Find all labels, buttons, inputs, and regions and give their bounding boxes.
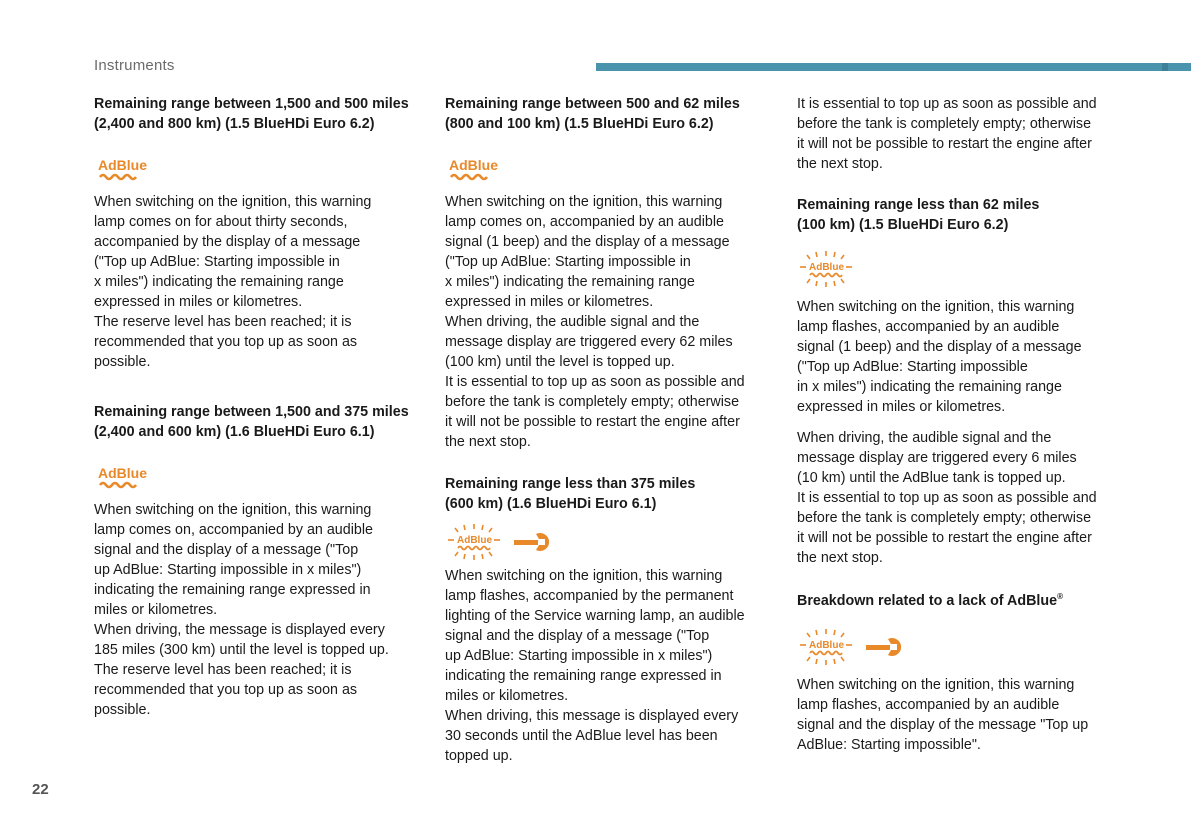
text-line: When driving, the message is displayed every: [94, 622, 385, 638]
text-line: the next stop.: [797, 156, 883, 172]
text-line: before the tank is completely empty; otherwise: [445, 394, 740, 410]
text-line: lamp flashes, accompanied by the permanent: [445, 588, 734, 604]
text-line: before the tank is completely empty; otherwise: [797, 116, 1092, 132]
text-line: 30 seconds until the AdBlue level has been: [445, 728, 718, 744]
header-accent-notch: [1162, 63, 1168, 71]
text-line: When switching on the ignition, this warning: [797, 299, 1075, 315]
icon-row: [445, 520, 775, 564]
text-line: it will not be possible to restart the engine after: [445, 414, 740, 430]
text-line: signal and the display of a message ("Top: [445, 628, 710, 644]
heading-c2s2: [445, 474, 775, 514]
text-c1s1: [94, 192, 424, 372]
adblue-icon-label: AdBlue: [98, 157, 147, 173]
heading-line: (100 km) (1.5 BlueHDi Euro 6.2): [797, 217, 1009, 233]
text-c3-intro: [797, 94, 1127, 174]
text-line: lamp comes on for about thirty seconds,: [94, 214, 348, 230]
icon-row: [797, 247, 1127, 291]
text-line: signal and the display of a message ("Top: [94, 542, 359, 558]
text-line: possible.: [94, 702, 151, 718]
text-line: (10 km) until the AdBlue tank is topped up.: [797, 470, 1066, 486]
text-c3s1b: [797, 428, 1127, 568]
text-line: indicating the remaining range expressed in: [445, 668, 722, 684]
heading-line: Remaining range between 1,500 and 375 miles: [94, 404, 409, 420]
adblue-warning-icon: [94, 464, 150, 494]
text-line: indicating the remaining range expressed in: [94, 582, 371, 598]
text-line: lamp comes on, accompanied by an audible: [94, 522, 373, 538]
text-line: recommended that you top up as soon as: [94, 682, 358, 698]
text-line: the next stop.: [445, 434, 531, 450]
text-line: up AdBlue: Starting impossible in x miles"): [445, 648, 713, 664]
column-2: [445, 94, 775, 766]
adblue-warning-icon: [445, 156, 501, 186]
heading-line: (2,400 and 800 km) (1.5 BlueHDi Euro 6.2): [94, 116, 375, 132]
text-line: message display are triggered every 62 miles: [445, 334, 733, 350]
text-c3s1a: [797, 297, 1127, 417]
text-line: When switching on the ignition, this warning: [445, 568, 723, 584]
text-line: lighting of the Service warning lamp, an audible: [445, 608, 745, 624]
heading-line: (600 km) (1.6 BlueHDi Euro 6.1): [445, 496, 657, 512]
icon-row: [94, 152, 424, 190]
heading-line: Remaining range less than 62 miles: [797, 197, 1040, 213]
adblue-icon-label: AdBlue: [457, 535, 492, 546]
text-line: When switching on the ignition, this warning: [94, 502, 372, 518]
text-line: ("Top up AdBlue: Starting impossible in: [94, 254, 340, 270]
icon-row: [797, 625, 1127, 669]
heading-c1s1: [94, 94, 424, 134]
text-line: 185 miles (300 km) until the level is topped up.: [94, 642, 389, 658]
text-line: signal (1 beep) and the display of a message: [797, 339, 1082, 355]
text-line: up AdBlue: Starting impossible in x miles"): [94, 562, 362, 578]
text-line: expressed in miles or kilometres.: [797, 399, 1006, 415]
page-number: 22: [32, 781, 49, 798]
text-line: When driving, the audible signal and the: [445, 314, 700, 330]
text-line: miles or kilometres.: [94, 602, 218, 618]
text-line: signal and the display of the message "Top up: [797, 717, 1089, 733]
text-line: When switching on the ignition, this warning: [797, 677, 1075, 693]
adblue-icon-label: AdBlue: [449, 157, 498, 173]
text-line: The reserve level has been reached; it is: [94, 314, 352, 330]
adblue-flashing-icon: [445, 522, 503, 562]
service-wrench-icon: [863, 635, 907, 659]
text-line: (100 km) until the level is topped up.: [445, 354, 675, 370]
heading-c1s2: [94, 402, 424, 442]
adblue-warning-icon: [94, 156, 150, 186]
text-line: topped up.: [445, 748, 513, 764]
header-accent-bar: [596, 63, 1191, 71]
heading-c3s2: [797, 591, 1127, 611]
text-line: ("Top up AdBlue: Starting impossible in: [445, 254, 691, 270]
section-title: Instruments: [94, 57, 175, 74]
text-c1s2: [94, 500, 424, 720]
text-line: ("Top up AdBlue: Starting impossible: [797, 359, 1028, 375]
text-line: lamp comes on, accompanied by an audible: [445, 214, 724, 230]
text-line: When driving, this message is displayed every: [445, 708, 739, 724]
registered-mark: ®: [1057, 592, 1063, 602]
text-line: When switching on the ignition, this warning: [445, 194, 723, 210]
icon-row: [445, 152, 775, 190]
text-line: It is essential to top up as soon as possible and: [797, 490, 1097, 506]
heading-c3s1: [797, 195, 1127, 235]
text-line: accompanied by the display of a message: [94, 234, 361, 250]
text-line: the next stop.: [797, 550, 883, 566]
text-line: it will not be possible to restart the engine after: [797, 530, 1092, 546]
adblue-icon-label: AdBlue: [809, 262, 844, 273]
text-line: When switching on the ignition, this warning: [94, 194, 372, 210]
heading-line: (800 and 100 km) (1.5 BlueHDi Euro 6.2): [445, 116, 714, 132]
text-line: It is essential to top up as soon as possible and: [445, 374, 745, 390]
text-line: It is essential to top up as soon as possible and: [797, 96, 1097, 112]
text-line: in x miles") indicating the remaining range: [797, 379, 1062, 395]
heading-line: Remaining range between 1,500 and 500 miles: [94, 96, 409, 112]
service-wrench-icon: [511, 530, 555, 554]
column-1: [94, 94, 424, 720]
heading-c2s1: [445, 94, 775, 134]
adblue-icon-label: AdBlue: [809, 640, 844, 651]
adblue-icon-label: AdBlue: [98, 465, 147, 481]
text-line: The reserve level has been reached; it is: [94, 662, 352, 678]
text-line: possible.: [94, 354, 151, 370]
text-line: recommended that you top up as soon as: [94, 334, 358, 350]
adblue-flashing-icon: [797, 627, 855, 667]
text-line: miles or kilometres.: [445, 688, 569, 704]
text-line: before the tank is completely empty; otherwise: [797, 510, 1092, 526]
heading-line: Remaining range between 500 and 62 miles: [445, 96, 740, 112]
heading-line: Breakdown related to a lack of AdBlue: [797, 593, 1058, 609]
text-line: lamp flashes, accompanied by an audible: [797, 697, 1060, 713]
text-line: lamp flashes, accompanied by an audible: [797, 319, 1060, 335]
text-line: message display are triggered every 6 miles: [797, 450, 1077, 466]
text-line: x miles") indicating the remaining range: [94, 274, 344, 290]
text-c2s2: [445, 566, 775, 766]
text-c3s2: [797, 675, 1127, 755]
text-line: expressed in miles or kilometres.: [94, 294, 303, 310]
text-line: x miles") indicating the remaining range: [445, 274, 695, 290]
heading-line: Remaining range less than 375 miles: [445, 476, 696, 492]
text-c2s1: [445, 192, 775, 452]
column-3: [797, 94, 1127, 755]
adblue-flashing-icon: [797, 249, 855, 289]
icon-row: [94, 460, 424, 498]
heading-line: (2,400 and 600 km) (1.6 BlueHDi Euro 6.1): [94, 424, 375, 440]
text-line: AdBlue: Starting impossible".: [797, 737, 981, 753]
text-line: signal (1 beep) and the display of a message: [445, 234, 730, 250]
text-line: expressed in miles or kilometres.: [445, 294, 654, 310]
text-line: it will not be possible to restart the engine after: [797, 136, 1092, 152]
text-line: When driving, the audible signal and the: [797, 430, 1052, 446]
